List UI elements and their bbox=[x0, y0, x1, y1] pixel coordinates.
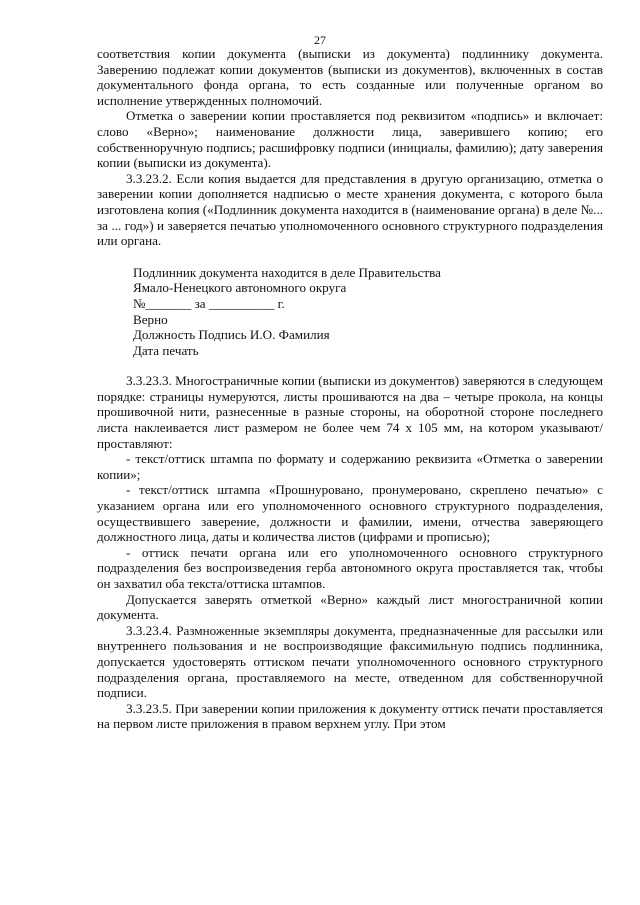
list-item: - текст/оттиск штампа по формату и содержанию реквизита «Отметка о заверении копии»; bbox=[97, 451, 603, 482]
paragraph: Отметка о заверении копии проставляется под реквизитом «подпись» и включает: слово «Верно»; наименование должности лица, заверившего копию; его собственноручную подпись; расшифровку подписи (инициалы, фамилию); дату заверения копии (выписки из документа). bbox=[97, 108, 603, 171]
paragraph: Допускается заверять отметкой «Верно» каждый лист многостраничной копии документа. bbox=[97, 591, 603, 623]
paragraph: 3.3.23.4. Размноженные экземпляры документа, предназначенные для рассылки или внутреннего пользования и не воспроизводящие факсимильную подпись подлинника, допускается удостоверять оттиском печати уполномоченного основного структурного подразделения органа, проставляемого на месте, отведенном для собственноручной подписи. bbox=[97, 622, 603, 701]
list-item: - оттиск печати органа или его уполномоченного основного структурного подразделения без воспроизведения герба автономного округа проставляется так, чтобы он захватил оба текста/оттиска штампов. bbox=[97, 544, 603, 591]
sample-line: Верно bbox=[133, 311, 168, 327]
paragraph: 3.3.23.5. При заверении копии приложения к документу оттиск печати проставляется на первом листе приложения в правом верхнем углу. При этом bbox=[97, 700, 603, 732]
page-number: 27 bbox=[314, 33, 326, 47]
sample-line: №_______ за __________ г. bbox=[133, 295, 285, 311]
document-body bbox=[97, 46, 603, 732]
certification-sample bbox=[97, 265, 603, 359]
sample-line: Ямало-Ненецкого автономного округа bbox=[133, 280, 347, 296]
paragraph: соответствия копии документа (выписки из документа) подлиннику документа. Заверению подлежат копии документов (выписки из документов), включенных в состав документального фонда органа, то есть созданные или полученные органом во исполнение утвержденных полномочий. bbox=[97, 46, 603, 108]
sample-line: Должность Подпись И.О. Фамилия bbox=[133, 327, 330, 343]
list-item: - текст/оттиск штампа «Прошнуровано, пронумеровано, скреплено печатью» с указанием органа или его уполномоченного основного структурного подразделения, осуществившего заверение, должности и фамилии, имени, отчества заверяющего должностного лица, даты и количества листов (цифрами и прописью); bbox=[97, 482, 603, 545]
paragraph: 3.3.23.2. Если копия выдается для представления в другую организацию, отметка о заверении копии дополняется надписью о месте хранения документа, с которого была изготовлена копия («Подлинник документа находится в (наименование органа) в деле №... за ... год») и заверяется печатью уполномоченного основного структурного подразделения или органа. bbox=[97, 170, 603, 249]
sample-line: Подлинник документа находится в деле Правительства bbox=[133, 264, 441, 280]
sample-line: Дата печать bbox=[133, 342, 199, 358]
paragraph: 3.3.23.3. Многостраничные копии (выписки из документов) заверяются в следующем порядке: страницы нумеруются, листы прошиваются на два – четыре прокола, на концы прошивочной нити, разнесенные в разные стороны, на оборотной стороне последнего листа наклеивается лист размером не более чем 74 х 105 мм, на котором указывают/проставляют: bbox=[97, 373, 604, 451]
